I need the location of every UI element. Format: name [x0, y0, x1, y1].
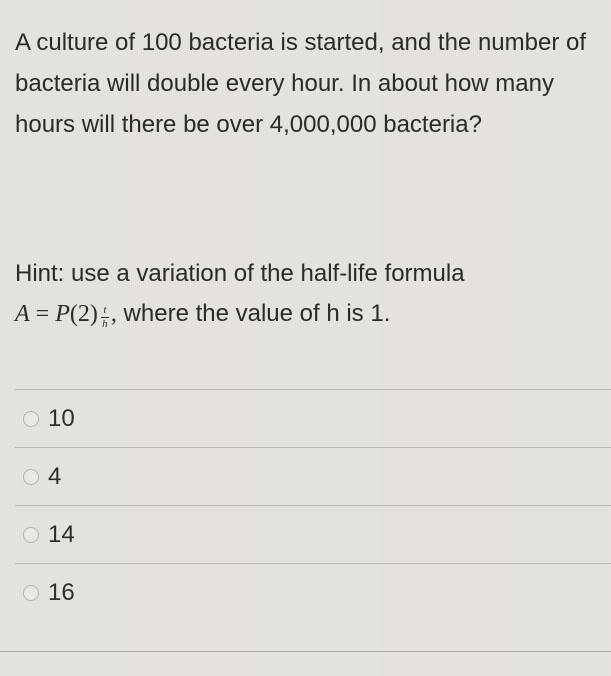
- formula-exponent: [101, 305, 109, 330]
- hint-block: [15, 254, 595, 334]
- exponent-denominator: h: [102, 318, 108, 330]
- radio-button-icon[interactable]: [23, 585, 39, 601]
- formula-equals: =: [35, 301, 50, 327]
- half-life-formula: [15, 294, 117, 334]
- formula-comma: ,: [110, 301, 117, 327]
- option-label: 16: [48, 578, 75, 606]
- question-text: A culture of 100 bacteria is started, and the number of bacteria will double every hour. In about how many hours will there be over 4,000,000 bacteria?: [15, 29, 587, 138]
- hint-suffix: where the value of h is 1.: [116, 300, 391, 327]
- answer-option[interactable]: [15, 447, 611, 505]
- option-label: 10: [48, 404, 75, 432]
- radio-button-icon[interactable]: [23, 411, 39, 427]
- radio-button-icon[interactable]: [23, 527, 39, 543]
- formula-coefficient: P: [55, 301, 70, 327]
- formula-base: (2): [69, 301, 98, 327]
- exponent-numerator: t: [103, 304, 107, 316]
- option-label: 14: [48, 520, 75, 548]
- answer-options: [15, 389, 611, 621]
- answer-option[interactable]: [15, 505, 611, 563]
- answer-option[interactable]: [15, 389, 611, 447]
- hint-text: Hint: use a variation of the half-life formula: [15, 260, 465, 287]
- answer-option[interactable]: [15, 563, 611, 621]
- option-label: 4: [48, 462, 62, 490]
- radio-button-icon[interactable]: [23, 469, 39, 485]
- hint-formula-line: [15, 294, 595, 334]
- bottom-divider: [0, 651, 611, 652]
- formula-lhs: A: [15, 301, 30, 327]
